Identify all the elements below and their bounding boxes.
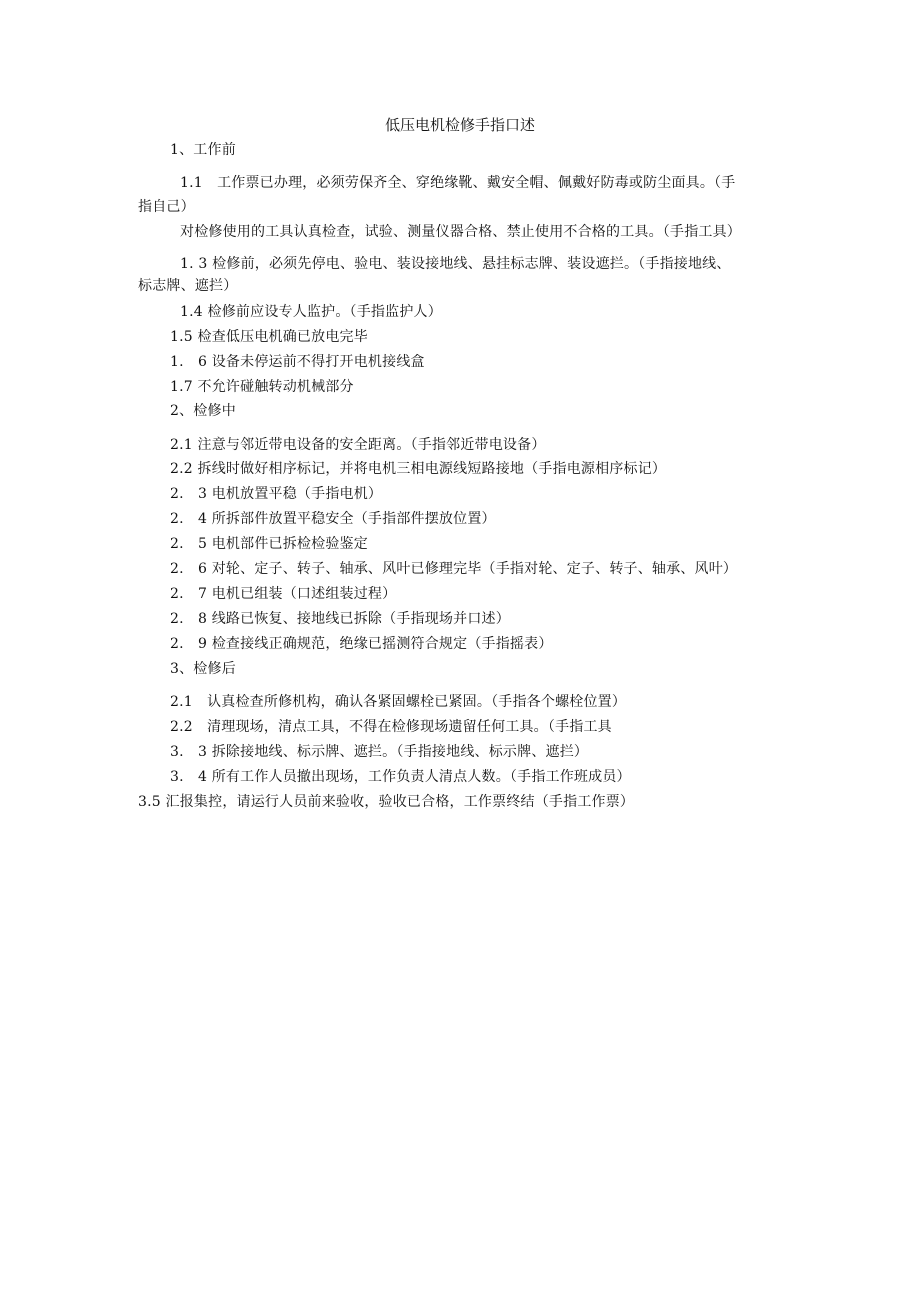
body-line: 2.2 清理现场，清点工具，不得在检修现场遗留任何工具。（手指工具 [170,719,612,735]
body-line: 2. 8 线路已恢复、接地线已拆除（手指现场并口述） [170,611,510,627]
body-line: 2. 4 所拆部件放置平稳安全（手指部件摆放位置） [170,511,496,527]
body-line: 2.2 拆线时做好相序标记，并将电机三相电源线短路接地（手指电源相序标记） [170,461,667,477]
section-heading: 3、检修后 [170,661,236,677]
body-line: 1.1 工作票已办理，必须劳保齐全、穿绝缘靴、戴安全帽、佩戴好防毒或防尘面具。（手 [180,175,736,191]
section-heading: 1、工作前 [170,142,236,158]
body-line: 2. 5 电机部件已拆检检验鉴定 [170,536,368,552]
body-line: 3. 3 拆除接地线、标示牌、遮拦。（手指接地线、标示牌、遮拦） [170,744,589,760]
body-line: 1. 3 检修前，必须先停电、验电、装设接地线、悬挂标志牌、装设遮拦。（手指接地线、 [180,256,731,272]
body-line: 1.5 检查低压电机确已放电完毕 [170,329,368,345]
body-line: 标志牌、遮拦） [138,278,238,294]
body-line: 1.4 检修前应设专人监护。（手指监护人） [180,304,442,320]
body-line: 1. 6 设备未停运前不得打开电机接线盒 [170,354,425,370]
body-line: 对检修使用的工具认真检查，试验、测量仪器合格、禁止使用不合格的工具。（手指工具） [180,224,741,240]
body-line: 2. 6 对轮、定子、转子、轴承、风叶已修理完毕（手指对轮、定子、转子、轴承、风叶） [170,561,738,577]
body-line: 3.5 汇报集控，请运行人员前来验收，验收已合格，工作票终结（手指工作票） [138,794,635,810]
body-line: 3. 4 所有工作人员撤出现场，工作负责人清点人数。（手指工作班成员） [170,769,631,785]
body-line: 2.1 认真检查所修机构，确认各紧固螺栓已紧固。（手指各个螺栓位置） [170,694,627,710]
section-heading: 2、检修中 [170,403,236,419]
body-line: 2. 3 电机放置平稳（手指电机） [170,486,383,502]
body-line: 指自己） [138,199,195,215]
body-line: 2. 7 电机已组装（口述组装过程） [170,586,397,602]
body-line: 2.1 注意与邻近带电设备的安全距离。（手指邻近带电设备） [170,437,546,453]
body-line: 2. 9 检查接线正确规范，绝缘已摇测符合规定（手指摇表） [170,636,553,652]
document-title: 低压电机检修手指口述 [384,116,535,134]
body-line: 1.7 不允许碰触转动机械部分 [170,379,354,395]
